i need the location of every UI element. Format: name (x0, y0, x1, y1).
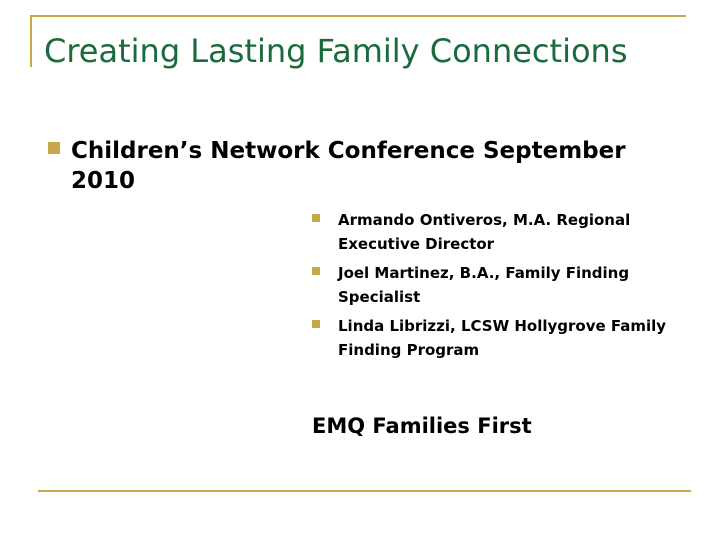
main-bullet-text: Children’s Network Conference September 2010 (71, 138, 626, 194)
presenter-item (312, 261, 692, 309)
top-divider-line (30, 15, 686, 17)
organization-name: EMQ Families First (312, 414, 532, 438)
bottom-divider-line (38, 490, 691, 492)
square-bullet-icon (312, 267, 320, 275)
presenter-text: Linda Librizzi, LCSW Hollygrove Family Finding Program (338, 317, 667, 359)
slide-title: Creating Lasting Family Connections (44, 32, 628, 70)
presenter-item (312, 314, 692, 362)
presenter-text: Joel Martinez, B.A., Family Finding Specialist (338, 264, 630, 306)
presenter-text: Armando Ontiveros, M.A. Regional Executive Director (338, 211, 631, 253)
square-bullet-icon (312, 214, 320, 222)
top-left-accent-line (30, 15, 32, 67)
square-bullet-icon (312, 320, 320, 328)
presenter-list (312, 208, 692, 367)
square-bullet-icon (48, 142, 60, 154)
presenter-item (312, 208, 692, 256)
